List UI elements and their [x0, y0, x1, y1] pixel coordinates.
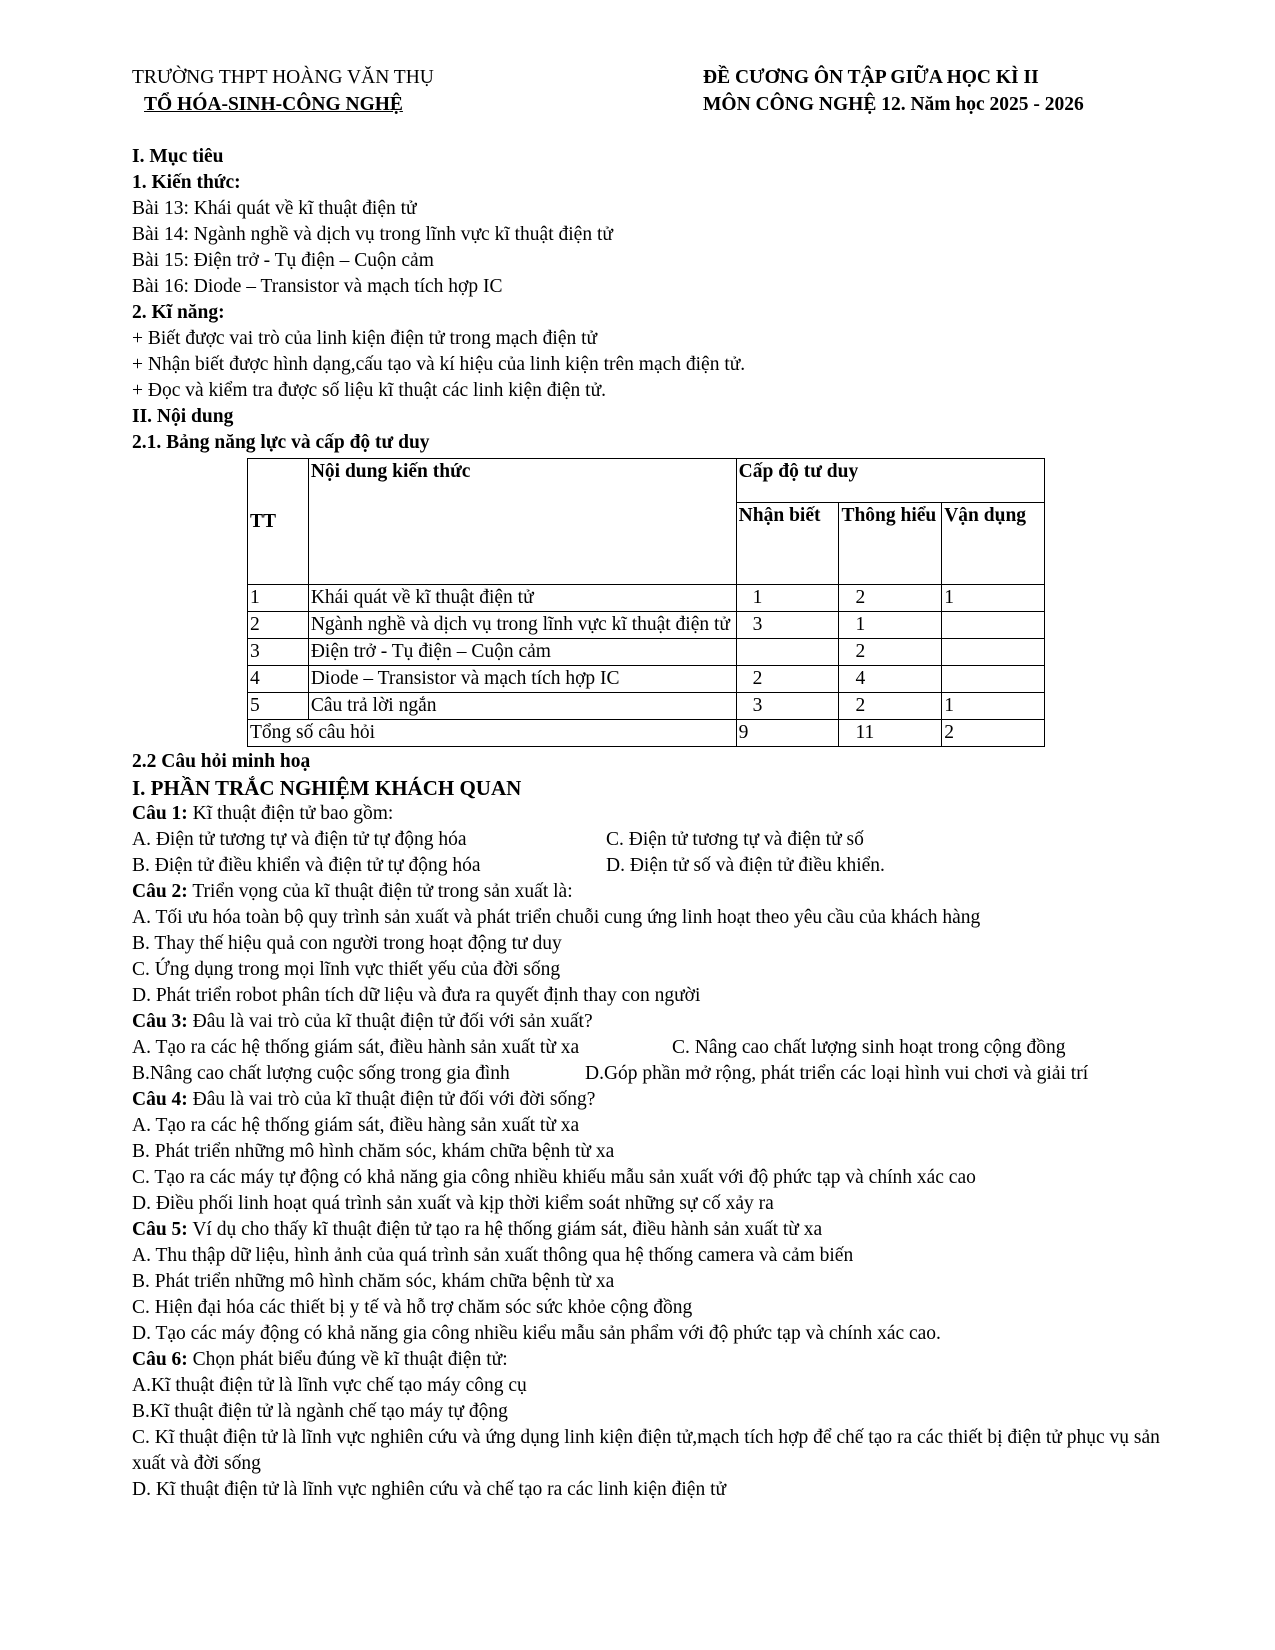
question-label: Câu 5:: [132, 1219, 188, 1240]
table-total-row: [248, 720, 1045, 747]
row-understand: 2: [839, 693, 942, 720]
option-c: C. Kĩ thuật điện tử là lĩnh vực nghiên cứu và ứng dụng linh kiện điện tử,mạch tích hợp để chế tạo ra các thiết bị điện tử phục vụ sản xuất và đời sống: [132, 1427, 1160, 1474]
option-a: A. Tạo ra các hệ thống giám sát, điều hành sản xuất từ xa: [132, 1037, 580, 1058]
option-a: A. Điện tử tương tự và điện tử tự động hóa: [132, 829, 467, 850]
question-label: Câu 3:: [132, 1011, 188, 1032]
document-body: [132, 144, 1175, 1503]
option-b: B. Phát triển những mô hình chăm sóc, khám chữa bệnh từ xa: [132, 1141, 615, 1162]
question-text: Chọn phát biểu đúng về kĩ thuật điện tử:: [187, 1349, 508, 1370]
competency-table: [247, 458, 1045, 747]
option-d: D.Góp phần mở rộng, phát triển các loại hình vui chơi và giải trí: [585, 1063, 1089, 1084]
row-apply: 1: [942, 585, 1045, 612]
skill-item: + Đọc và kiểm tra được số liệu kĩ thuật các linh kiện điện tử.: [132, 380, 607, 401]
option-row: [132, 1061, 1175, 1087]
question-text: Đâu là vai trò của kĩ thuật điện tử đối với đời sống?: [187, 1089, 596, 1110]
row-content: Điện trở - Tụ điện – Cuộn cảm: [308, 639, 736, 666]
option-b: B. Phát triển những mô hình chăm sóc, khám chữa bệnh từ xa: [132, 1271, 615, 1292]
row-tt: 4: [248, 666, 309, 693]
question-label: Câu 6:: [132, 1349, 188, 1370]
option-b: B.Nâng cao chất lượng cuộc sống trong gia đình: [132, 1063, 510, 1084]
row-understand: 2: [839, 639, 942, 666]
knowledge-item: Bài 15: Điện trở - Tụ điện – Cuộn cảm: [132, 250, 434, 271]
row-content: Câu trả lời ngắn: [308, 693, 736, 720]
row-understand: 2: [839, 585, 942, 612]
option-d: D. Điện tử số và điện tử điều khiển.: [606, 855, 885, 876]
table-title: 2.1. Bảng năng lực và cấp độ tư duy: [132, 432, 430, 453]
question-2: [132, 879, 1175, 905]
option-d: D. Điều phối linh hoạt quá trình sản xuất và kịp thời kiểm soát những sự cố xảy ra: [132, 1193, 774, 1214]
question-4: [132, 1087, 1175, 1113]
option-c: C. Ứng dụng trong mọi lĩnh vực thiết yếu của đời sống: [132, 959, 561, 980]
question-3: [132, 1009, 1175, 1035]
section-content-title: II. Nội dung: [132, 406, 234, 427]
knowledge-item: Bài 13: Khái quát về kĩ thuật điện tử: [132, 198, 417, 219]
question-text: Ví dụ cho thấy kĩ thuật điện tử tạo ra hệ thống giám sát, điều hành sản xuất từ xa: [187, 1219, 823, 1240]
question-1: [132, 801, 1175, 827]
document-header: [132, 64, 1173, 118]
header-tt: TT: [248, 459, 309, 585]
row-tt: 3: [248, 639, 309, 666]
header-level-recognize: Nhận biết: [736, 503, 839, 585]
table-row: [248, 639, 1045, 666]
skill-item: + Nhận biết được hình dạng,cấu tạo và kí hiệu của linh kiện trên mạch điện tử.: [132, 354, 746, 375]
table-row: [248, 585, 1045, 612]
option-b: B. Thay thế hiệu quả con người trong hoạt động tư duy: [132, 933, 562, 954]
row-content: Diode – Transistor và mạch tích hợp IC: [308, 666, 736, 693]
department-name: TỔ HÓA-SINH-CÔNG NGHỆ: [144, 94, 403, 115]
option-b: B.Kĩ thuật điện tử là ngành chế tạo máy tự động: [132, 1401, 508, 1422]
skills-title: 2. Kĩ năng:: [132, 302, 225, 323]
examples-title: 2.2 Câu hỏi minh hoạ: [132, 751, 311, 772]
option-a: A. Tạo ra các hệ thống giám sát, điều hàng sản xuất từ xa: [132, 1115, 580, 1136]
option-row: [132, 1035, 1175, 1061]
row-recognize: 1: [736, 585, 839, 612]
header-level: Cấp độ tư duy: [736, 459, 1044, 503]
table-row: [248, 693, 1045, 720]
total-apply: 2: [942, 720, 1045, 747]
row-understand: 1: [839, 612, 942, 639]
school-name: TRƯỜNG THPT HOÀNG VĂN THỤ: [132, 67, 434, 88]
option-d: D. Tạo các máy động có khả năng gia công nhiều kiểu mẫu sản phẩm với độ phức tạp và chính xác cao.: [132, 1323, 941, 1344]
skill-item: + Biết được vai trò của linh kiện điện tử trong mạch điện tử: [132, 328, 598, 349]
row-recognize: 3: [736, 612, 839, 639]
option-b: B. Điện tử điều khiển và điện tử tự động hóa: [132, 855, 481, 876]
option-c: C. Hiện đại hóa các thiết bị y tế và hỗ trợ chăm sóc sức khỏe cộng đồng: [132, 1297, 693, 1318]
row-apply: 1: [942, 693, 1045, 720]
table-row: [248, 666, 1045, 693]
question-label: Câu 2:: [132, 881, 188, 902]
total-label: Tổng số câu hỏi: [248, 720, 737, 747]
row-tt: 2: [248, 612, 309, 639]
question-label: Câu 1:: [132, 803, 188, 824]
row-content: Ngành nghề và dịch vụ trong lĩnh vực kĩ thuật điện tử: [308, 612, 736, 639]
option-row: [132, 827, 1175, 853]
subject-year: MÔN CÔNG NGHỆ 12. Năm học 2025 - 2026: [703, 94, 1084, 115]
total-understand: 11: [839, 720, 942, 747]
total-recognize: 9: [736, 720, 839, 747]
question-6: [132, 1347, 1175, 1373]
knowledge-title: 1. Kiến thức:: [132, 172, 241, 193]
option-a: A. Tối ưu hóa toàn bộ quy trình sản xuất và phát triển chuỗi cung ứng linh hoạt theo yêu cầu của khách hàng: [132, 907, 981, 928]
knowledge-item: Bài 14: Ngành nghề và dịch vụ trong lĩnh vực kĩ thuật điện tử: [132, 224, 613, 245]
question-5: [132, 1217, 1175, 1243]
table-row: [248, 612, 1045, 639]
question-label: Câu 4:: [132, 1089, 188, 1110]
option-c: C. Điện tử tương tự và điện tử số: [606, 829, 864, 850]
mcq-title: I. PHẦN TRẮC NGHIỆM KHÁCH QUAN: [132, 776, 522, 800]
question-text: Kĩ thuật điện tử bao gồm:: [187, 803, 394, 824]
header-level-apply: Vận dụng: [942, 503, 1045, 585]
option-d: D. Kĩ thuật điện tử là lĩnh vực nghiên cứu và chế tạo ra các linh kiện điện tử: [132, 1479, 727, 1500]
option-row: [132, 853, 1175, 879]
option-a: A. Thu thập dữ liệu, hình ảnh của quá trình sản xuất thông qua hệ thống camera và cảm biến: [132, 1245, 854, 1266]
section-objectives-title: I. Mục tiêu: [132, 146, 224, 167]
option-a: A.Kĩ thuật điện tử là lĩnh vực chế tạo máy công cụ: [132, 1375, 527, 1396]
row-recognize: [736, 639, 839, 666]
row-apply: [942, 639, 1045, 666]
knowledge-item: Bài 16: Diode – Transistor và mạch tích hợp IC: [132, 276, 503, 297]
option-c: C. Nâng cao chất lượng sinh hoạt trong cộng đồng: [672, 1037, 1066, 1058]
row-tt: 5: [248, 693, 309, 720]
question-text: Triển vọng của kĩ thuật điện tử trong sản xuất là:: [187, 881, 573, 902]
option-c: C. Tạo ra các máy tự động có khả năng gia công nhiều khiếu mẫu sản xuất với độ phức tạp và chính xác cao: [132, 1167, 976, 1188]
question-text: Đâu là vai trò của kĩ thuật điện tử đối với sản xuất?: [187, 1011, 593, 1032]
row-understand: 4: [839, 666, 942, 693]
row-recognize: 3: [736, 693, 839, 720]
header-content: Nội dung kiến thức: [308, 459, 736, 585]
document-title: ĐỀ CƯƠNG ÔN TẬP GIỮA HỌC KÌ II: [703, 67, 1039, 88]
row-tt: 1: [248, 585, 309, 612]
row-apply: [942, 666, 1045, 693]
row-recognize: 2: [736, 666, 839, 693]
header-level-understand: Thông hiểu: [839, 503, 942, 585]
row-content: Khái quát về kĩ thuật điện tử: [308, 585, 736, 612]
row-apply: [942, 612, 1045, 639]
option-d: D. Phát triển robot phân tích dữ liệu và đưa ra quyết định thay con người: [132, 985, 701, 1006]
